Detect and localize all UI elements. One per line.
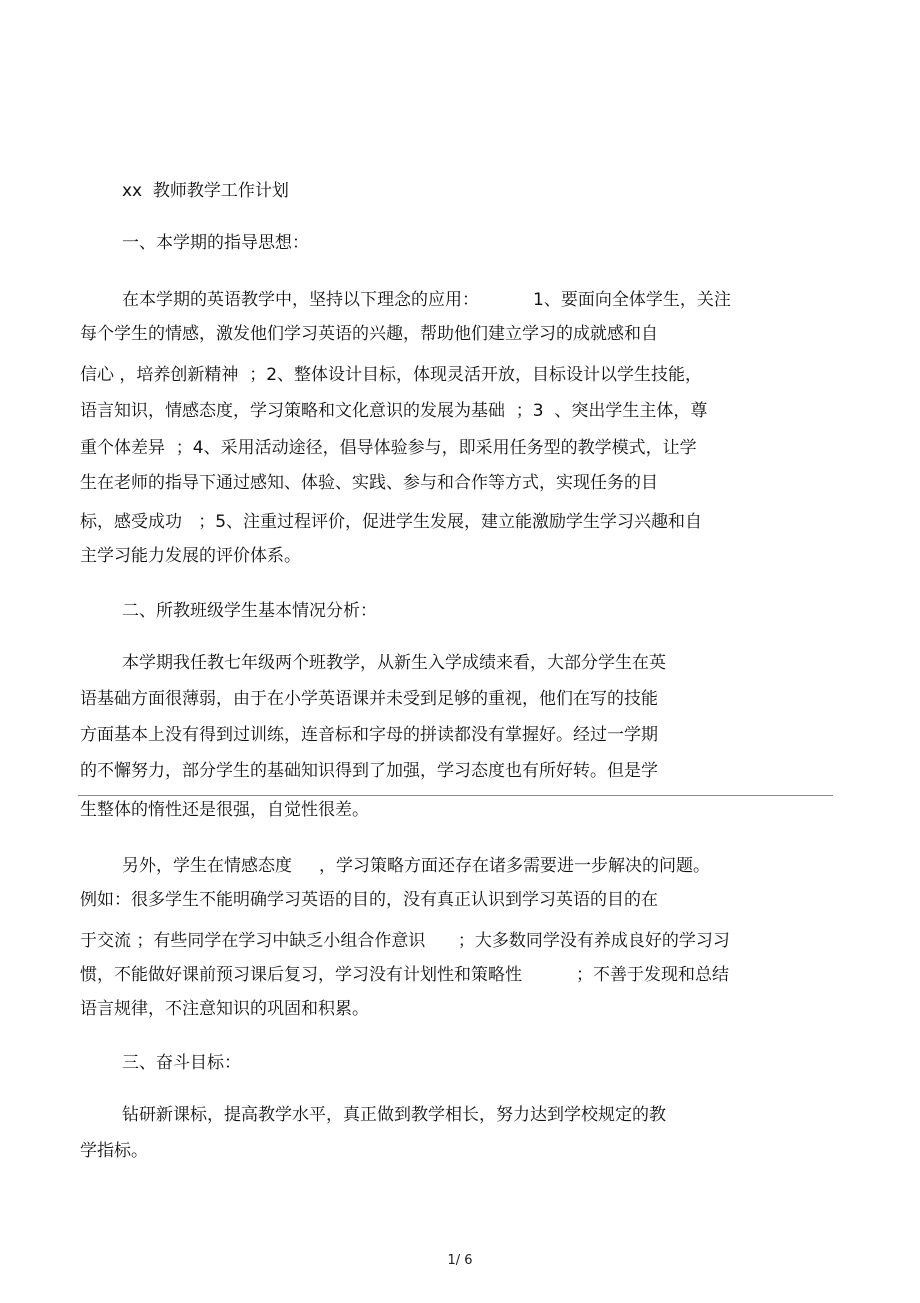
paragraph-line: 重个体差异 ；4、采用活动途径，倡导体验参与，即采用任务型的教学模式，让学 [80, 438, 697, 458]
paragraph-line: 于交流 ；有些同学在学习中缺乏小组合作意识 ；大多数同学没有养成良好的学习习 [80, 931, 730, 951]
section-heading: 三、奋斗目标： [122, 1053, 241, 1073]
paragraph-line: 例如：很多学生不能明确学习英语的目的，没有真正认识到学习英语的目的在 [80, 890, 658, 910]
paragraph-line: 语言知识，情感态度，学习策略和文化意识的发展为基础 ；3 、突出学生主体，尊 [80, 401, 708, 421]
paragraph-line: 主学习能力发展的评价体系。 [80, 546, 301, 566]
paragraph-line: 标，感受成功 ；5、注重过程评价，促进学生发展，建立能激励学生学习兴趣和自 [80, 512, 703, 532]
section-heading: 二、所教班级学生基本情况分析： [122, 601, 377, 621]
paragraph-line: 每个学生的情感，激发他们学习英语的兴趣，帮助他们建立学习的成就感和自 [80, 324, 658, 344]
paragraph-line: 本学期我任教七年级两个班教学，从新生入学成绩来看，大部分学生在英 [122, 653, 666, 673]
paragraph-line: 生整体的惰性还是很强，自觉性很差。 [80, 800, 369, 820]
paragraph-line: 在本学期的英语教学中，坚持以下理念的应用： 1、要面向全体学生，关注 [122, 290, 731, 310]
paragraph-line: 方面基本上没有得到过训练，连音标和字母的拼读都没有掌握好。经过一学期 [80, 725, 658, 745]
page-number: 1/ 6 [447, 1253, 473, 1268]
paragraph-line: 语基础方面很薄弱，由于在小学英语课并未受到足够的重视，他们在写的技能 [80, 689, 658, 709]
paragraph-line: 的不懈努力，部分学生的基础知识得到了加强，学习态度也有所好转。但是学 [80, 761, 658, 781]
paragraph-line: 学指标。 [80, 1141, 148, 1161]
paragraph-line: 另外，学生在情感态度 ，学习策略方面还存在诸多需要进一步解决的问题。 [122, 856, 711, 876]
horizontal-rule [78, 795, 833, 796]
section-heading: 一、本学期的指导思想： [122, 233, 309, 253]
paragraph-line: 语言规律，不注意知识的巩固和积累。 [80, 999, 369, 1019]
paragraph-line: 生在老师的指导下通过感知、体验、实践、参与和合作等方式，实现任务的目 [80, 473, 658, 493]
paragraph-line: 信心 ，培养创新精神 ；2、整体设计目标，体现灵活开放，目标设计以学生技能， [80, 365, 703, 385]
paragraph-line: 惯，不能做好课前预习课后复习，学习没有计划性和策略性 ；不善于发现和总结 [80, 965, 730, 985]
document-title: xx 教师教学工作计划 [122, 181, 289, 201]
paragraph-line: 钻研新课标，提高教学水平，真正做到教学相长，努力达到学校规定的教 [122, 1105, 666, 1125]
